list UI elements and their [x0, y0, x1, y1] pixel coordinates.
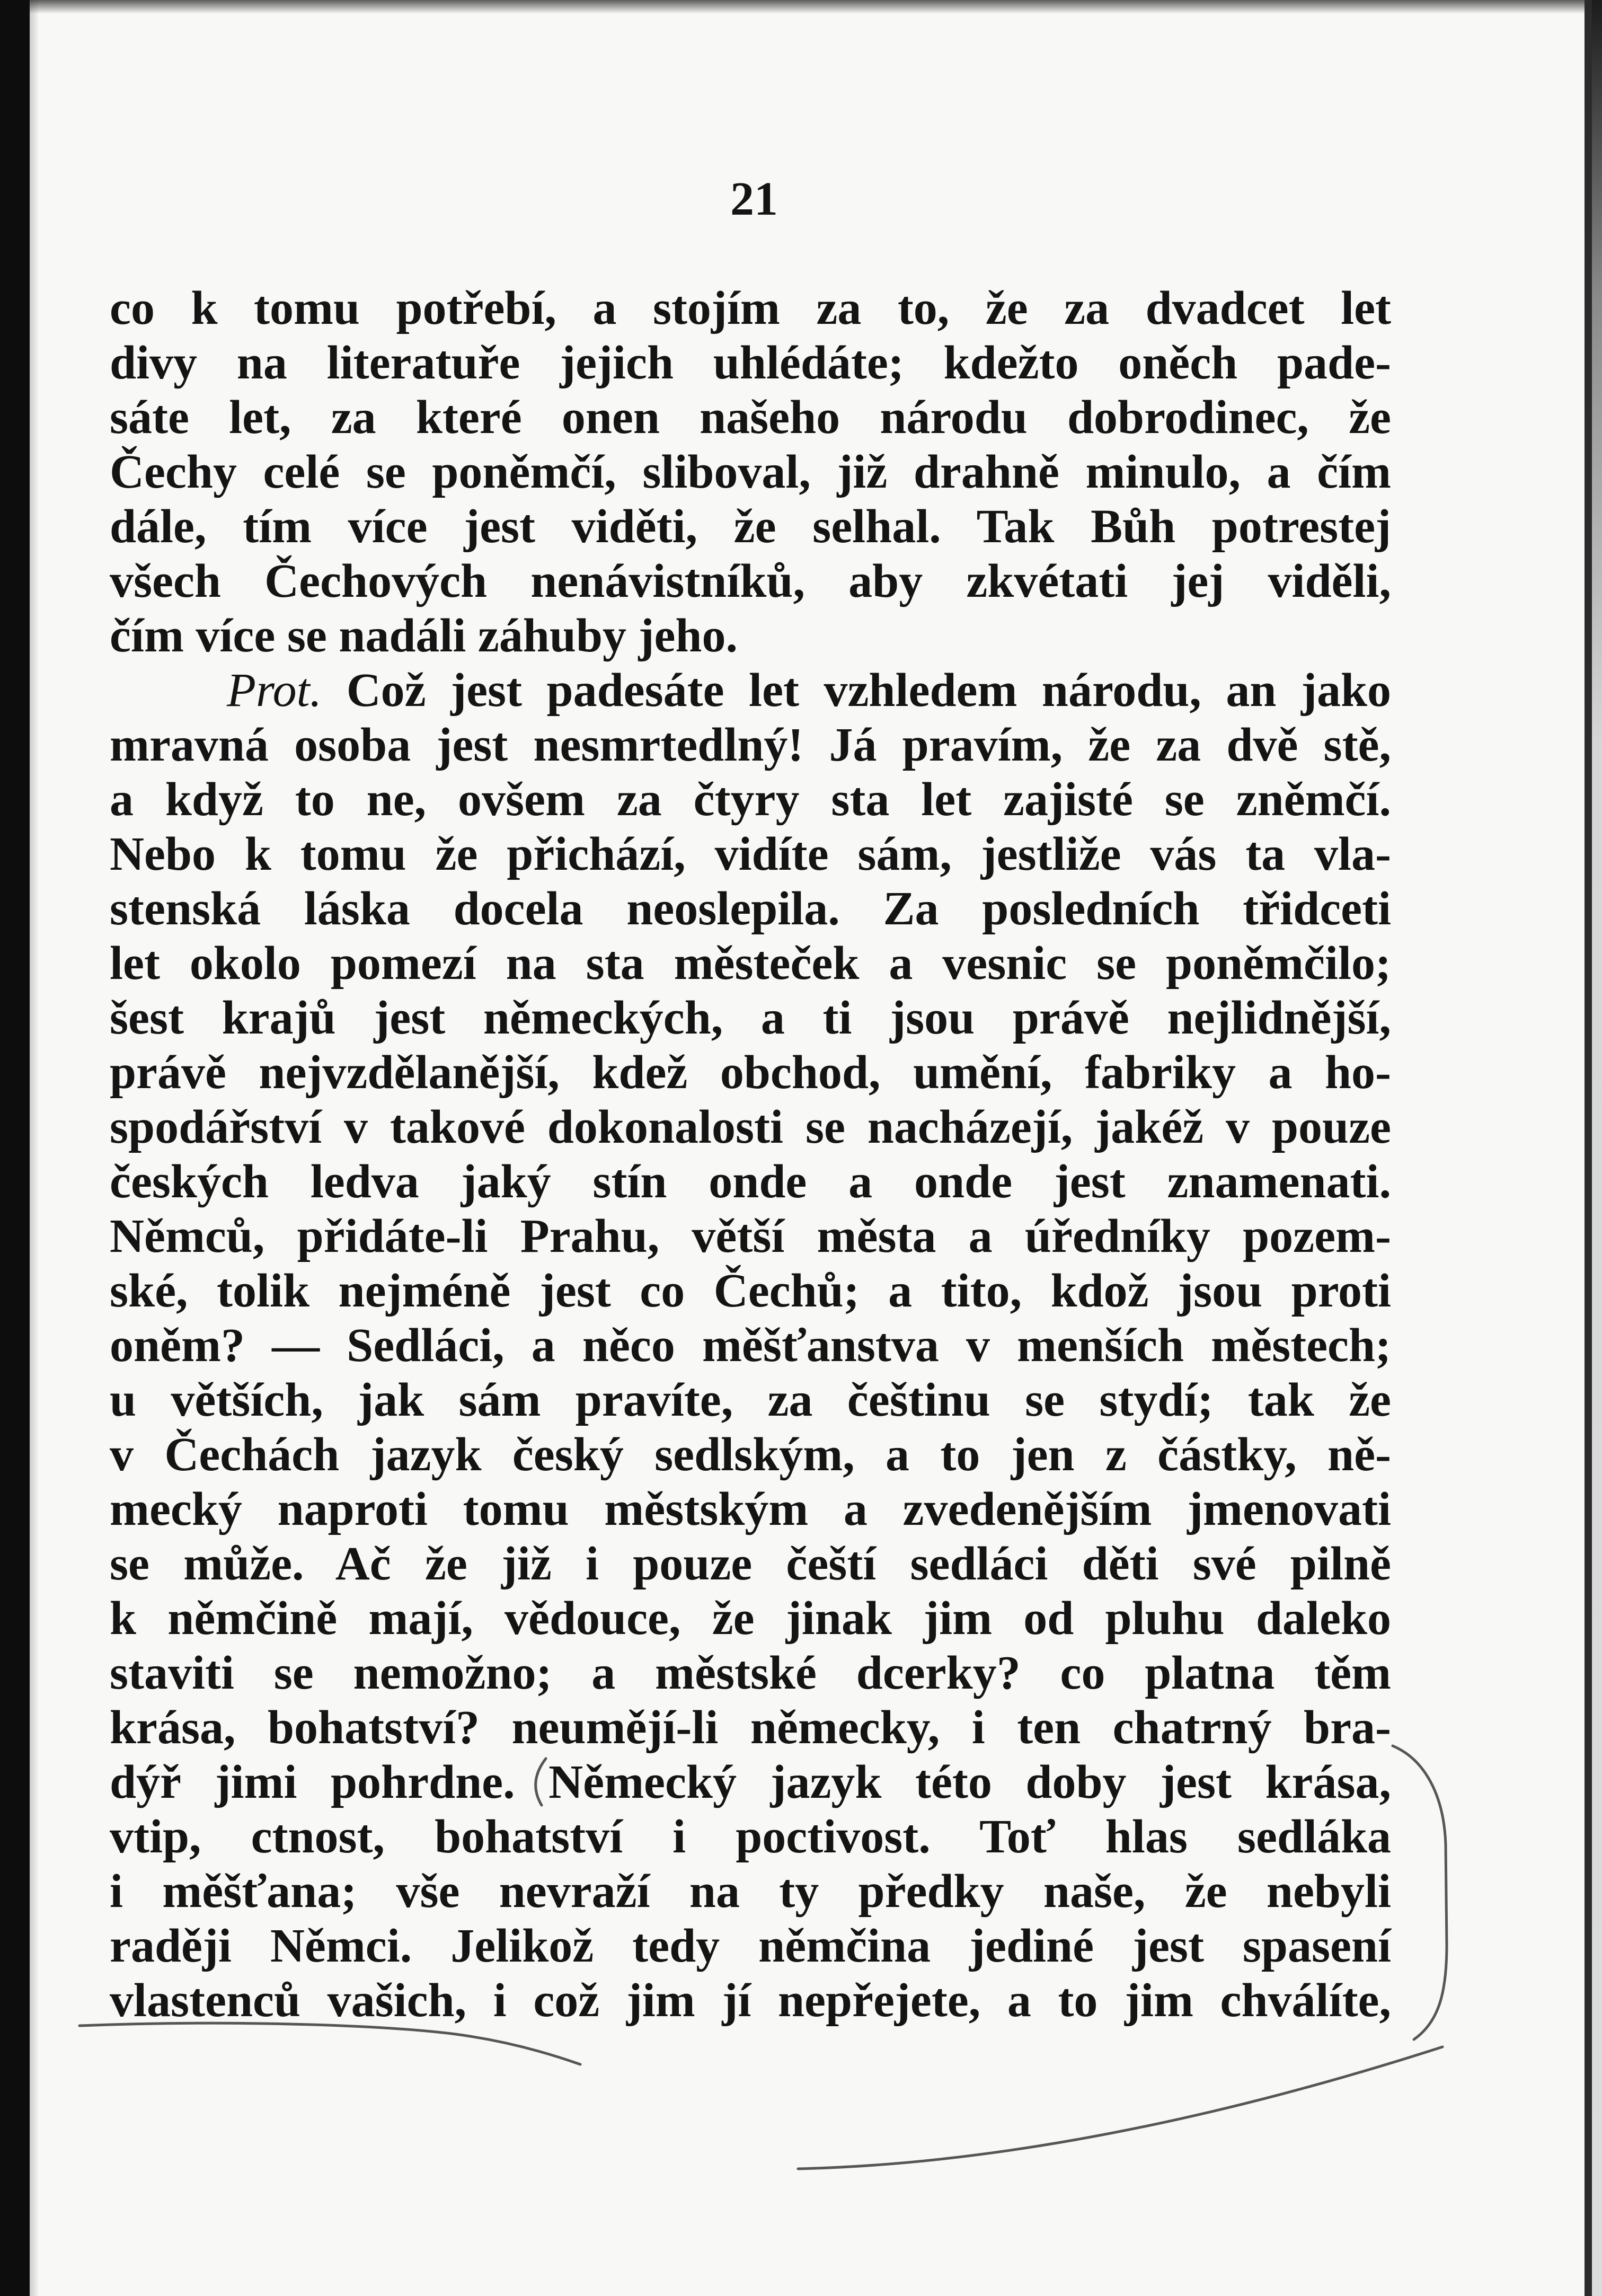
text-line: vlastenců vašich, i což jim jí nepřejete, a to jim chválíte,: [110, 1974, 1391, 2027]
text-line: k němčině mají, vědouce, že jinak jim od pluhu daleko: [110, 1592, 1391, 1645]
text-line: se může. Ač že již i pouze čeští sedláci děti své pilně: [110, 1538, 1391, 1590]
text-line: i měšťana; vše nevraží na ty předky naše, že nebyli: [110, 1865, 1391, 1918]
text-line: českých ledva jaký stín onde a onde jest znamenati.: [110, 1155, 1391, 1208]
text-line: ské, tolik nejméně jest co Čechů; a tito, kdož jsou proti: [110, 1265, 1391, 1317]
scan-edge-right-line: [1585, 0, 1592, 2296]
text-line: v Čechách jazyk český sedlským, a to jen z částky, ně-: [110, 1428, 1391, 1481]
text-line: [110, 663, 1391, 718]
text-line: vtip, ctnost, bohatství i poctivost. Toť hlas sedláka: [110, 1811, 1391, 1863]
text-line: mravná osoba jest nesmrtedlný! Já pravím, že za dvě stě,: [110, 719, 1391, 771]
text-line: oněm? — Sedláci, a něco měšťanstva v menších městech;: [110, 1319, 1391, 1372]
text-line: stenská láska docela neoslepila. Za posledních třidceti: [110, 882, 1391, 935]
speaker-label: Prot.: [227, 664, 322, 717]
text-line: Němců, přidáte-li Prahu, větší města a úředníky pozem-: [110, 1210, 1391, 1262]
text-line: čím více se nadáli záhuby jeho.: [110, 610, 738, 662]
text-line: raději Němci. Jelikož tedy němčina jediné jest spasení: [110, 1920, 1391, 1972]
text-line: divy na literatuře jejich uhlédáte; kdežto oněch pade-: [110, 337, 1391, 389]
text-line: u větších, jak sám pravíte, za češtinu se stydí; tak že: [110, 1374, 1391, 1426]
text-line: dále, tím více jest viděti, že selhal. Tak Bůh potrestej: [110, 500, 1391, 553]
paragraph-1: [110, 281, 1391, 663]
page-number: 21: [730, 173, 778, 225]
text-line: a když to ne, ovšem za čtyry sta let zajisté se zněmčí.: [110, 773, 1391, 826]
scan-edge-right: [1592, 0, 1602, 2296]
text-line: krása, bohatství? neumějí-li německy, i ten chatrný bra-: [110, 1701, 1391, 1754]
text-line: staviti se nemožno; a městské dcerky? co platna těm: [110, 1647, 1391, 1699]
text-line-content: Což jest padesáte let vzhledem národu, an jako: [346, 664, 1391, 717]
binding-shadow: [30, 0, 39, 2296]
text-line: let okolo pomezí na sta městeček a vesnic se poněmčilo;: [110, 937, 1391, 990]
text-line: Čechy celé se poněmčí, sliboval, již drahně minulo, a čím: [110, 446, 1391, 498]
body-text: [110, 281, 1391, 2028]
pencil-mark-underline: [79, 2023, 580, 2064]
text-line: šest krajů jest německých, a ti jsou právě nejlidnější,: [110, 992, 1391, 1044]
scan-edge-top: [30, 0, 1585, 14]
text-line: právě nejvzdělanější, kdež obchod, umění, fabriky a ho-: [110, 1046, 1391, 1099]
text-line: spodářství v takové dokonalosti se nacházejí, jakéž v pouze: [110, 1101, 1391, 1153]
text-line: mecký naproti tomu městským a zvedenějším jmenovati: [110, 1483, 1391, 1535]
text-line: co k tomu potřebí, a stojím za to, že za dvadcet let: [110, 282, 1391, 334]
pencil-mark-swoosh: [798, 2047, 1442, 2169]
binding-edge-left: [0, 0, 30, 2296]
text-line: Nebo k tomu že přichází, vidíte sám, jestliže vás ta vla-: [110, 828, 1391, 880]
paragraph-2: [110, 663, 1391, 2028]
text-line: dýř jimi pohrdne. Německý jazyk této doby jest krása,: [110, 1756, 1391, 1808]
text-line: všech Čechových nenávistníků, aby zkvétati jej viděli,: [110, 555, 1391, 607]
text-line: sáte let, za které onen našeho národu dobrodinec, že: [110, 391, 1391, 444]
pencil-mark-right-bracket: [1393, 1746, 1447, 2039]
